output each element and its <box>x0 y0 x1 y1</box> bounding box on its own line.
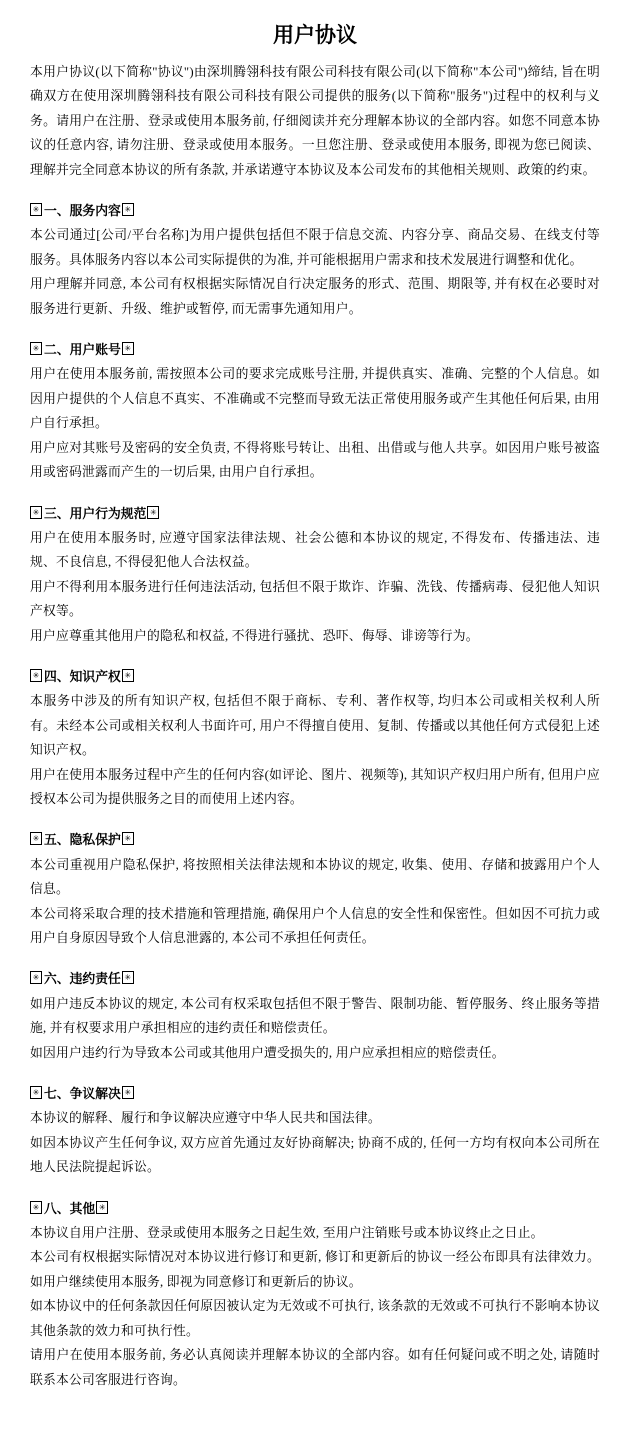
section-user-account <box>30 338 600 484</box>
missing-glyph-icon: ✳ <box>30 342 42 355</box>
section-heading-text: 六、违约责任 <box>44 972 121 987</box>
section-paragraph: 用户在使用本服务时, 应遵守国家法律法规、社会公德和本协议的规定, 不得发布、传播违法、违规、不良信息, 不得侵犯他人合法权益。 <box>30 530 600 570</box>
section-heading <box>30 338 600 362</box>
section-heading <box>30 828 600 852</box>
section-heading-text: 七、争议解决 <box>44 1087 121 1102</box>
section-paragraph: 用户理解并同意, 本公司有权根据实际情况自行决定服务的形式、范围、期限等, 并有权在必要时对服务进行更新、升级、维护或暂停, 而无需事先通知用户。 <box>30 277 600 316</box>
missing-glyph-icon: ✳ <box>122 1086 134 1099</box>
section-paragraph: 如因本协议产生任何争议, 双方应首先通过友好协商解决; 协商不成的, 任何一方均有权向本公司所在地人民法院提起诉讼。 <box>30 1135 600 1175</box>
section-intellectual-property <box>30 665 600 811</box>
section-paragraph: 本服务中涉及的所有知识产权, 包括但不限于商标、专利、著作权等, 均归本公司或相关权利人所有。未经本公司或相关权利人书面许可, 用户不得擅自使用、复制、传播或以其他任何方式侵犯上述知识产权。 <box>30 694 600 758</box>
missing-glyph-icon: ✳ <box>122 832 134 845</box>
section-privacy <box>30 828 600 950</box>
section-dispute-resolution <box>30 1082 600 1180</box>
section-paragraph: 如用户违反本协议的规定, 本公司有权采取包括但不限于警告、限制功能、暂停服务、终止服务等措施, 并有权要求用户承担相应的违约责任和赔偿责任。 <box>30 996 600 1036</box>
section-paragraph: 本公司通过[公司/平台名称]为用户提供包括但不限于信息交流、内容分享、商品交易、在线支付等服务。具体服务内容以本公司实际提供的为准, 并可能根据用户需求和技术发展进行调整和优化。 <box>30 228 601 267</box>
intro-paragraph: 本用户协议(以下简称"协议")由深圳腾翎科技有限公司科技有限公司(以下简称"本公司")缔结, 旨在明确双方在使用深圳腾翎科技有限公司科技有限公司提供的服务(以下简称"服务")过程中的权利与义务。请用户在注册、登录或使用本服务前, 仔细阅读并充分理解本协议的全部内容。如您不同意本协议的任意内容, 请勿注册、登录或使用本服务。一旦您注册、登录或使用本服务, 即视为您已阅读、理解并完全同意本协议的所有条款, 并承诺遵守本协议及本公司发布的其他相关规则、政策的约束。 <box>30 65 600 177</box>
section-paragraph: 本公司有权根据实际情况对本协议进行修订和更新, 修订和更新后的协议一经公布即具有法律效力。如用户继续使用本服务, 即视为同意修订和更新后的协议。 <box>30 1250 600 1289</box>
section-heading <box>30 199 600 223</box>
section-heading <box>30 665 600 689</box>
section-paragraph: 本公司将采取合理的技术措施和管理措施, 确保用户个人信息的安全性和保密性。但如因不可抗力或用户自身原因导致个人信息泄露的, 本公司不承担任何责任。 <box>30 906 600 945</box>
section-paragraph: 如本协议中的任何条款因任何原因被认定为无效或不可执行, 该条款的无效或不可执行不影响本协议其他条款的效力和可执行性。 <box>30 1299 600 1338</box>
section-paragraph: 用户不得利用本服务进行任何违法活动, 包括但不限于欺诈、诈骗、洗钱、传播病毒、侵犯他人知识产权等。 <box>30 579 600 619</box>
section-heading-text: 八、其他 <box>44 1201 96 1216</box>
missing-glyph-icon: ✳ <box>147 506 159 519</box>
section-heading <box>30 1082 600 1106</box>
section-heading-text: 二、用户账号 <box>44 343 121 358</box>
missing-glyph-icon: ✳ <box>122 203 134 216</box>
section-heading <box>30 967 600 991</box>
page-title: 用户协议 <box>273 23 357 47</box>
section-paragraph: 本协议的解释、履行和争议解决应遵守中华人民共和国法律。 <box>30 1111 381 1126</box>
missing-glyph-icon: ✳ <box>122 669 134 682</box>
section-paragraph: 本公司重视用户隐私保护, 将按照相关法律法规和本协议的规定, 收集、使用、存储和披露用户个人信息。 <box>30 857 600 897</box>
missing-glyph-icon: ✳ <box>122 971 134 984</box>
section-user-conduct <box>30 502 600 648</box>
missing-glyph-icon: ✳ <box>96 1201 108 1214</box>
section-heading <box>30 502 600 526</box>
missing-glyph-icon: ✳ <box>122 342 134 355</box>
section-paragraph: 请用户在使用本服务前, 务必认真阅读并理解本协议的全部内容。如有任何疑问或不明之处, 请随时联系本公司客服进行咨询。 <box>30 1348 600 1387</box>
section-breach-liability <box>30 967 600 1065</box>
missing-glyph-icon: ✳ <box>30 669 42 682</box>
section-heading-text: 四、知识产权 <box>44 669 121 684</box>
missing-glyph-icon: ✳ <box>30 506 42 519</box>
section-paragraph: 用户应对其账号及密码的安全负责, 不得将账号转让、出租、出借或与他人共享。如因用户账号被盗用或密码泄露而产生的一切后果, 由用户自行承担。 <box>30 440 600 480</box>
section-heading-text: 一、服务内容 <box>44 204 121 219</box>
section-paragraph: 用户在使用本服务过程中产生的任何内容(如评论、图片、视频等), 其知识产权归用户所有, 但用户应授权本公司为提供服务之目的而使用上述内容。 <box>30 767 600 806</box>
section-heading-text: 三、用户行为规范 <box>44 506 147 521</box>
section-heading-text: 五、隐私保护 <box>44 833 121 848</box>
section-paragraph: 如因用户违约行为导致本公司或其他用户遭受损失的, 用户应承担相应的赔偿责任。 <box>30 1045 505 1060</box>
section-service-content <box>30 199 600 321</box>
missing-glyph-icon: ✳ <box>30 203 42 216</box>
missing-glyph-icon: ✳ <box>30 971 42 984</box>
section-heading <box>30 1197 600 1221</box>
missing-glyph-icon: ✳ <box>30 832 42 845</box>
section-paragraph: 用户在使用本服务前, 需按照本公司的要求完成账号注册, 并提供真实、准确、完整的个人信息。如因用户提供的个人信息不真实、不准确或不完整而导致无法正常使用服务或产生其他任何后果, 由用户自行承担。 <box>30 367 600 431</box>
section-paragraph: 本协议自用户注册、登录或使用本服务之日起生效, 至用户注销账号或本协议终止之日止。 <box>30 1226 544 1241</box>
section-miscellaneous <box>30 1197 600 1392</box>
section-paragraph: 用户应尊重其他用户的隐私和权益, 不得进行骚扰、恐吓、侮辱、诽谤等行为。 <box>30 628 479 643</box>
missing-glyph-icon: ✳ <box>30 1201 42 1214</box>
missing-glyph-icon: ✳ <box>30 1086 42 1099</box>
